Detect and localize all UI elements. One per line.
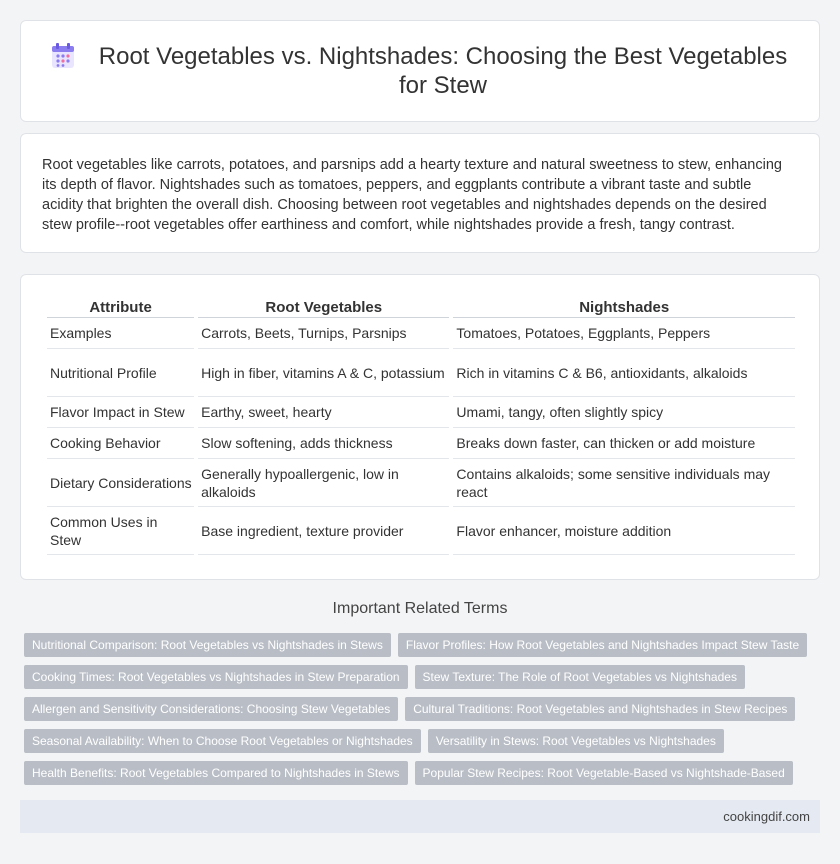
cell-root: Slow softening, adds thickness [198, 428, 449, 459]
table-row [47, 507, 795, 555]
cell-nightshade: Umami, tangy, often slightly spicy [453, 397, 795, 428]
cell-nightshade: Contains alkaloids; some sensitive individuals may react [453, 459, 795, 507]
header-nightshades: Nightshades [453, 296, 795, 318]
cell-nightshade: Breaks down faster, can thicken or add moisture [453, 428, 795, 459]
table-row [47, 397, 795, 428]
related-tag[interactable]: Versatility in Stews: Root Vegetables vs Nightshades [428, 729, 724, 753]
cell-nightshade: Flavor enhancer, moisture addition [453, 507, 795, 555]
related-tag[interactable]: Health Benefits: Root Vegetables Compared to Nightshades in Stews [24, 761, 408, 785]
cell-root: Generally hypoallergenic, low in alkaloids [198, 459, 449, 507]
footer-bar [20, 800, 820, 833]
header-attribute: Attribute [47, 296, 194, 318]
table-row [47, 428, 795, 459]
cell-attribute: Common Uses in Stew [47, 507, 194, 555]
cell-attribute: Dietary Considerations [47, 459, 194, 507]
header-root-vegetables: Root Vegetables [198, 296, 449, 318]
related-tag[interactable]: Popular Stew Recipes: Root Vegetable-Based vs Nightshade-Based [415, 761, 793, 785]
comparison-table-card [20, 274, 820, 580]
cell-root: High in fiber, vitamins A & C, potassium [198, 349, 449, 397]
footer-site-link[interactable]: cookingdif.com [723, 809, 810, 824]
related-tag[interactable]: Nutritional Comparison: Root Vegetables vs Nightshades in Stews [24, 633, 391, 657]
intro-card [20, 133, 820, 253]
related-tag[interactable]: Flavor Profiles: How Root Vegetables and Nightshades Impact Stew Taste [398, 633, 807, 657]
cell-root: Earthy, sweet, hearty [198, 397, 449, 428]
table-row [47, 349, 795, 397]
cell-nightshade: Tomatoes, Potatoes, Eggplants, Peppers [453, 318, 795, 349]
related-tag[interactable]: Cultural Traditions: Root Vegetables and Nightshades in Stew Recipes [405, 697, 795, 721]
comparison-table [43, 296, 799, 555]
calendar-icon [47, 40, 81, 74]
cell-attribute: Nutritional Profile [47, 349, 194, 397]
related-tag[interactable]: Cooking Times: Root Vegetables vs Nightshades in Stew Preparation [24, 665, 408, 689]
cell-attribute: Examples [47, 318, 194, 349]
intro-paragraph: Root vegetables like carrots, potatoes, and parsnips add a hearty texture and natural sweetness to stew, enhancing its depth of flavor. Nightshades such as tomatoes, peppers, and eggplants contribute a vibrant taste and subtle acidity that brighten the overall dish. Choosing between root vegetables and nightshades depends on the desired stew profile--root vegetables offer earthiness and comfort, while nightshades provide a fresh, tangy contrast. [42, 157, 782, 233]
cell-root: Base ingredient, texture provider [198, 507, 449, 555]
page-title: Root Vegetables vs. Nightshades: Choosing the Best Vegetables for Stew [98, 43, 788, 99]
related-tag[interactable]: Stew Texture: The Role of Root Vegetables vs Nightshades [415, 665, 745, 689]
related-tag[interactable]: Allergen and Sensitivity Considerations: Choosing Stew Vegetables [24, 697, 398, 721]
table-row [47, 318, 795, 349]
table-header-row [47, 296, 795, 318]
cell-attribute: Flavor Impact in Stew [47, 397, 194, 428]
related-terms-list [24, 633, 824, 793]
header-card [20, 20, 820, 122]
related-terms-title: Important Related Terms [332, 600, 508, 617]
cell-root: Carrots, Beets, Turnips, Parsnips [198, 318, 449, 349]
related-tag[interactable]: Seasonal Availability: When to Choose Root Vegetables or Nightshades [24, 729, 421, 753]
table-row [47, 459, 795, 507]
cell-attribute: Cooking Behavior [47, 428, 194, 459]
cell-nightshade: Rich in vitamins C & B6, antioxidants, alkaloids [453, 349, 795, 397]
